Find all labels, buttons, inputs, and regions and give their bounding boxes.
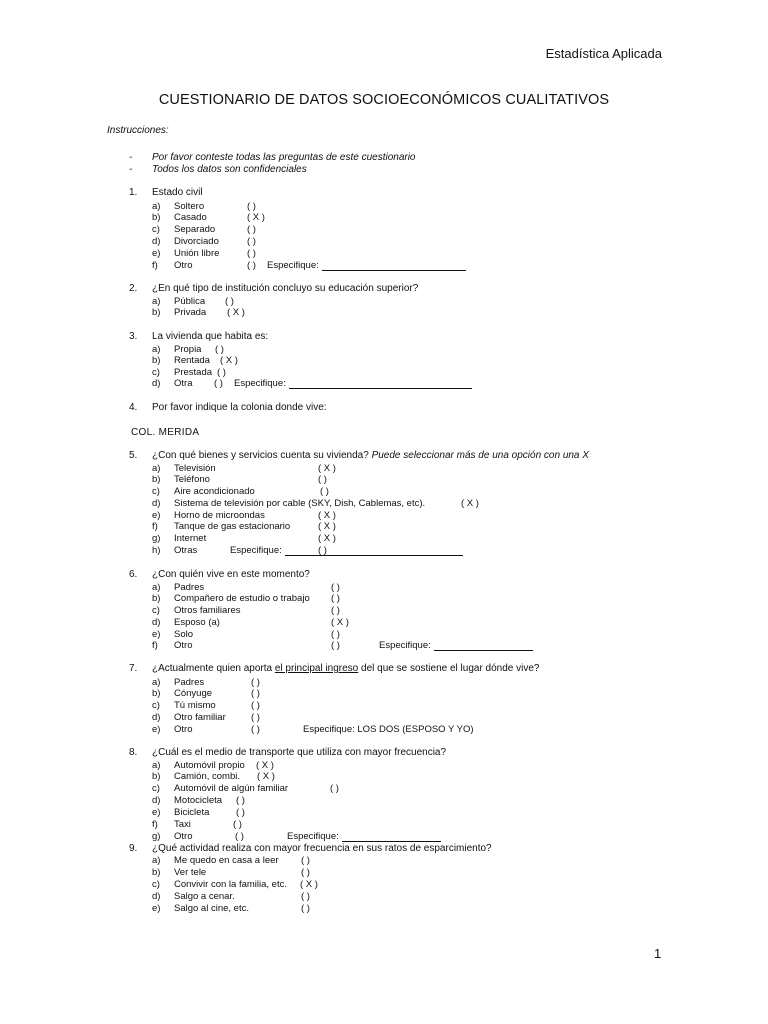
question-text (152, 663, 540, 674)
option-label: Otros familiares (174, 605, 241, 616)
question-text-part: Por favor indique la colonia donde vive: (152, 402, 327, 413)
option-label: Automóvil propio (174, 760, 245, 771)
option-checkbox[interactable]: ( ) (247, 260, 256, 271)
option-label: Taxi (174, 819, 191, 830)
option-letter: c) (152, 367, 160, 378)
option-checkbox[interactable]: ( ) (331, 593, 340, 604)
question-number: 8. (129, 747, 138, 758)
option-label: Otro (174, 724, 193, 735)
specify-label: Especifique: (287, 831, 339, 842)
option-label: Solo (174, 629, 194, 640)
option-checkbox[interactable]: ( ) (233, 819, 242, 830)
question-text (152, 331, 268, 342)
option-letter: b) (152, 688, 161, 699)
option-label: Esposo (a) (174, 617, 220, 628)
option-letter: e) (152, 510, 161, 521)
option-checkbox[interactable]: ( X ) (257, 771, 275, 782)
question-text-underlined: el principal ingreso (274, 663, 359, 674)
option-letter: b) (152, 474, 161, 485)
option-checkbox[interactable]: ( ) (251, 700, 260, 711)
option-checkbox[interactable]: ( ) (214, 378, 223, 389)
specify-input-line[interactable] (289, 378, 472, 389)
option-checkbox[interactable]: ( ) (251, 688, 260, 699)
option-checkbox[interactable]: ( ) (235, 831, 244, 842)
option-letter: a) (152, 677, 161, 688)
question-text (152, 283, 418, 294)
option-letter: e) (152, 807, 161, 818)
option-checkbox[interactable]: ( X ) (300, 879, 318, 890)
option-label: Internet (174, 533, 207, 544)
question-text-part: del que se sostiene el lugar dónde vive? (358, 663, 540, 674)
option-letter: c) (152, 700, 160, 711)
option-letter: g) (152, 533, 161, 544)
question-text-part: ¿En qué tipo de institución concluyo su educación superior? (152, 283, 419, 294)
option-label: Divorciado (174, 236, 219, 247)
option-checkbox[interactable]: ( ) (318, 545, 327, 556)
specify-label: Especifique: (234, 378, 286, 389)
option-label: Otro (174, 640, 193, 651)
option-label: Padres (174, 582, 205, 593)
answer-colonia: COL. MERIDA (131, 427, 200, 438)
option-label: Otro (174, 831, 193, 842)
option-letter: d) (152, 236, 161, 247)
document-title: CUESTIONARIO DE DATOS SOCIOECONÓMICOS CUALITATIVOS (158, 92, 610, 108)
option-checkbox[interactable]: ( ) (301, 891, 310, 902)
question-text-part: ¿Con quién vive en este momento? (152, 569, 310, 580)
option-letter: c) (152, 486, 160, 497)
option-checkbox[interactable]: ( ) (301, 867, 310, 878)
specify-label: Especifique: (379, 640, 431, 651)
option-label: Horno de microondas (174, 510, 265, 521)
question-number: 3. (129, 331, 138, 342)
option-letter: d) (152, 795, 161, 806)
option-letter: c) (152, 605, 160, 616)
option-checkbox[interactable]: ( X ) (227, 307, 245, 318)
option-letter: e) (152, 724, 161, 735)
option-checkbox[interactable]: ( X ) (318, 533, 336, 544)
option-label: Separado (174, 224, 216, 235)
option-checkbox[interactable]: ( ) (330, 783, 339, 794)
question-text (152, 187, 203, 198)
question-text-note: Puede seleccionar más de una opción con una X (371, 450, 589, 461)
option-checkbox[interactable]: ( ) (301, 855, 310, 866)
question-number: 1. (129, 187, 138, 198)
option-label: Automóvil de algún familiar (174, 783, 289, 794)
option-checkbox[interactable]: ( ) (215, 344, 224, 355)
specify-input-line[interactable] (285, 545, 463, 556)
option-label: Otro (174, 260, 193, 271)
question-number: 7. (129, 663, 138, 674)
option-label: Cónyuge (174, 688, 213, 699)
bullet-text: Todos los datos son confidenciales (152, 164, 307, 175)
option-letter: d) (152, 498, 161, 509)
option-label: Otras (174, 545, 198, 556)
option-checkbox[interactable]: ( ) (331, 629, 340, 640)
option-label: Teléfono (174, 474, 210, 485)
option-checkbox[interactable]: ( ) (331, 640, 340, 651)
option-letter: b) (152, 771, 161, 782)
option-checkbox[interactable]: ( ) (331, 582, 340, 593)
option-letter: f) (152, 521, 158, 532)
instructions-label: Instrucciones: (107, 125, 169, 136)
bullet-dash: - (129, 152, 133, 163)
bullet-text: Por favor conteste todas las preguntas de este cuestionario (152, 152, 416, 163)
option-letter: a) (152, 760, 161, 771)
bullet-dash: - (129, 164, 133, 175)
option-label: Padres (174, 677, 205, 688)
question-text-part: ¿Cuál es el medio de transporte que utiliza con mayor frecuencia? (152, 747, 447, 758)
option-letter: f) (152, 819, 158, 830)
option-letter: g) (152, 831, 161, 842)
option-checkbox[interactable]: ( ) (251, 712, 260, 723)
option-letter: b) (152, 593, 161, 604)
option-letter: a) (152, 344, 161, 355)
question-text (152, 569, 310, 580)
option-letter: a) (152, 582, 161, 593)
option-checkbox[interactable]: ( ) (236, 807, 245, 818)
option-checkbox[interactable]: ( ) (247, 248, 256, 259)
option-label: Motocicleta (174, 795, 223, 806)
question-number: 4. (129, 402, 138, 413)
option-checkbox[interactable]: ( ) (251, 677, 260, 688)
option-label: Pública (174, 296, 206, 307)
option-checkbox[interactable]: ( ) (247, 224, 256, 235)
option-checkbox[interactable]: ( ) (247, 201, 256, 212)
specify-label: Especifique: LOS DOS (ESPOSO Y YO) (303, 724, 474, 735)
specify-input-line[interactable] (342, 831, 441, 842)
question-number: 6. (129, 569, 138, 580)
option-checkbox[interactable]: ( X ) (256, 760, 274, 771)
question-text-part: Estado civil (152, 187, 203, 198)
option-label: Sistema de televisión por cable (SKY, Dish, Cablemas, etc). (174, 498, 426, 509)
option-checkbox[interactable]: ( ) (217, 367, 226, 378)
option-checkbox[interactable]: ( X ) (318, 463, 336, 474)
option-checkbox[interactable]: ( ) (320, 486, 329, 497)
option-label: Ver tele (174, 867, 207, 878)
option-label: Bicicleta (174, 807, 210, 818)
option-letter: a) (152, 463, 161, 474)
question-text-part: ¿Qué actividad realiza con mayor frecuencia en sus ratos de esparcimiento? (152, 843, 492, 854)
option-letter: e) (152, 629, 161, 640)
option-letter: b) (152, 867, 161, 878)
option-label: Privada (174, 307, 207, 318)
question-text (152, 843, 492, 854)
option-letter: c) (152, 783, 160, 794)
option-letter: f) (152, 260, 158, 271)
option-checkbox[interactable]: ( ) (331, 605, 340, 616)
question-text (152, 450, 589, 461)
document-header: Estadística Aplicada (545, 46, 662, 61)
option-letter: a) (152, 201, 161, 212)
option-letter: e) (152, 248, 161, 259)
option-label: Unión libre (174, 248, 220, 259)
option-letter: c) (152, 879, 160, 890)
option-label: Otra (174, 378, 193, 389)
option-letter: b) (152, 212, 161, 223)
specify-input-line[interactable] (434, 640, 533, 651)
option-checkbox[interactable]: ( X ) (220, 355, 238, 366)
option-label: Convivir con la familia, etc. (174, 879, 287, 890)
option-label: Salgo a cenar. (174, 891, 235, 902)
option-label: Otro familiar (174, 712, 226, 723)
question-text-part: La vivienda que habita es: (152, 331, 269, 342)
option-letter: d) (152, 891, 161, 902)
option-letter: b) (152, 355, 161, 366)
option-label: Compañero de estudio o trabajo (174, 593, 310, 604)
option-checkbox[interactable]: ( ) (318, 474, 327, 485)
option-letter: a) (152, 855, 161, 866)
option-letter: d) (152, 617, 161, 628)
option-label: Casado (174, 212, 207, 223)
option-label: Rentada (174, 355, 210, 366)
option-letter: b) (152, 307, 161, 318)
option-checkbox[interactable]: ( X ) (318, 521, 336, 532)
option-letter: a) (152, 296, 161, 307)
option-checkbox[interactable]: ( ) (251, 724, 260, 735)
option-label: Prestada (174, 367, 213, 378)
option-label: Camión, combi. (174, 771, 240, 782)
option-label: Soltero (174, 201, 205, 212)
option-checkbox[interactable]: ( X ) (461, 498, 479, 509)
option-label: Propia (174, 344, 202, 355)
option-checkbox[interactable]: ( X ) (331, 617, 349, 628)
option-label: Me quedo en casa a leer (174, 855, 279, 866)
option-checkbox[interactable]: ( ) (225, 296, 234, 307)
question-text (152, 402, 327, 413)
option-checkbox[interactable]: ( ) (247, 236, 256, 247)
option-letter: d) (152, 378, 161, 389)
option-label: Tú mismo (174, 700, 216, 711)
question-text-part: ¿Con qué bienes y servicios cuenta su vivienda? (152, 450, 369, 461)
option-label: Televisión (174, 463, 216, 474)
option-letter: e) (152, 903, 161, 914)
option-label: Aire acondicionado (174, 486, 255, 497)
option-letter: d) (152, 712, 161, 723)
option-label: Salgo al cine, etc. (174, 903, 249, 914)
option-checkbox[interactable]: ( ) (236, 795, 245, 806)
question-number: 2. (129, 283, 138, 294)
option-letter: h) (152, 545, 161, 556)
question-text (152, 747, 446, 758)
option-checkbox[interactable]: ( X ) (318, 510, 336, 521)
option-checkbox[interactable]: ( X ) (247, 212, 265, 223)
specify-input-line[interactable] (322, 260, 466, 271)
specify-label: Especifique: (230, 545, 282, 556)
question-text-part: ¿Actualmente quien aporta (152, 663, 275, 674)
option-checkbox[interactable]: ( ) (301, 903, 310, 914)
option-label: Tanque de gas estacionario (174, 521, 291, 532)
option-letter: f) (152, 640, 158, 651)
specify-label: Especifique: (267, 260, 319, 271)
question-number: 9. (129, 843, 138, 854)
question-number: 5. (129, 450, 138, 461)
option-letter: c) (152, 224, 160, 235)
page-number: 1 (654, 946, 662, 961)
